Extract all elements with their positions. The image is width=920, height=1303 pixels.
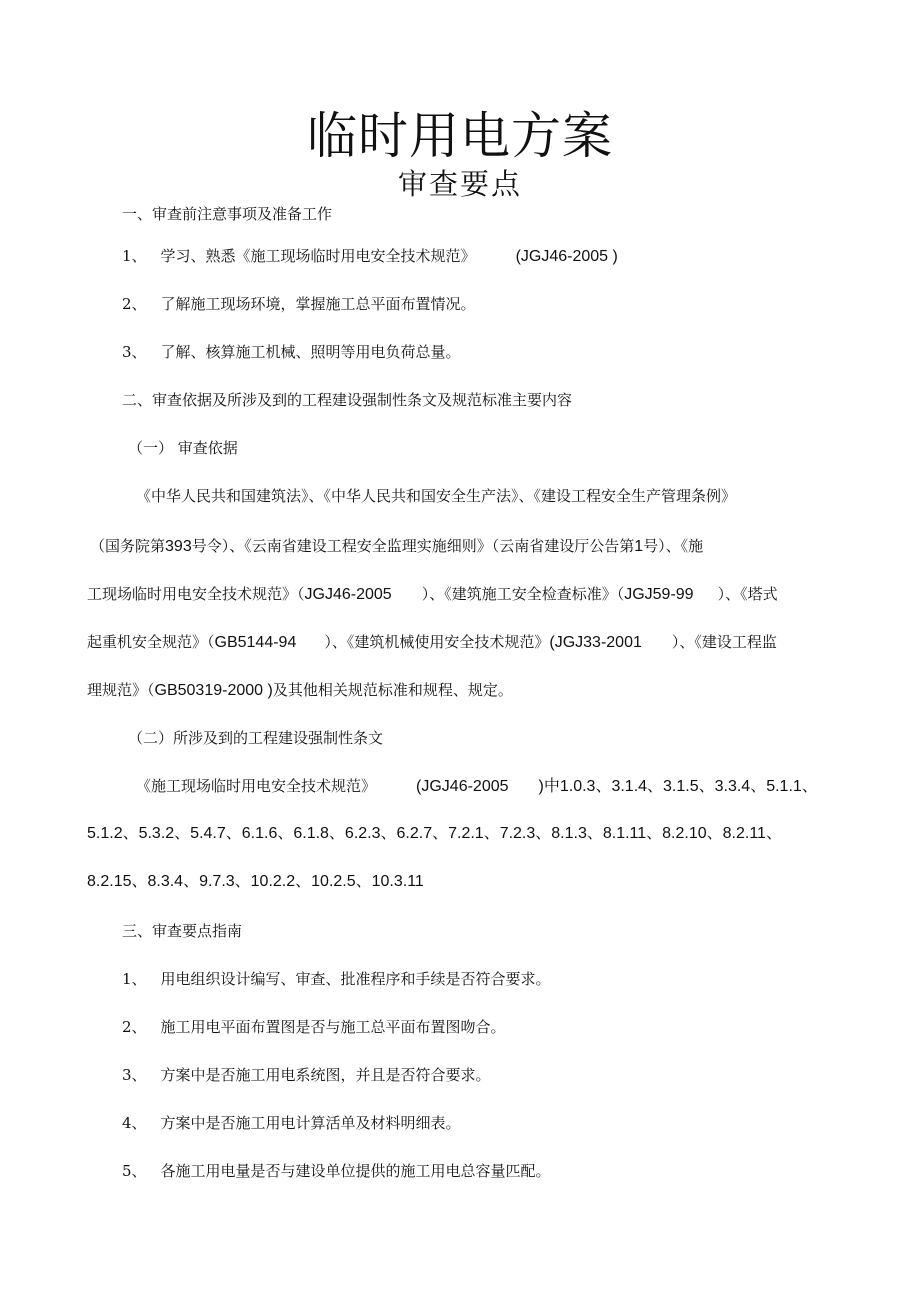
document-subtitle: 审查要点 <box>397 167 522 202</box>
basis-paragraph-line-5: 理规范》（GB50319-2000 )及其他相关规范标准和规程、规定。 <box>87 681 513 699</box>
section-3-item-1 <box>122 968 551 990</box>
item-text: 方案中是否施工用电计算活单及材料明细表。 <box>160 1114 461 1132</box>
item-number: 1、 <box>122 247 147 265</box>
section-2-heading: 二、审查依据及所涉及到的工程建设强制性条文及规范标准主要内容 <box>122 391 573 409</box>
item-number: 3、 <box>122 1066 147 1084</box>
item-number: 4、 <box>122 1114 147 1132</box>
item-number: 2、 <box>122 1018 147 1036</box>
basis-paragraph-line-2: （国务院第393号令）、《云南省建设工程安全监理实施细则》（云南省建设厅公告第1号）、《施 <box>90 537 704 555</box>
subsection-1-heading: （一） 审查依据 <box>128 439 238 457</box>
section-3-item-5 <box>122 1160 551 1182</box>
standard-code: (JGJ46-2005 ) <box>515 248 618 265</box>
basis-paragraph-line-1: 《中华人民共和国建筑法》、《中华人民共和国安全生产法》、《建设工程安全生产管理条例》 <box>136 487 737 505</box>
item-text: 学习、熟悉《施工现场临时用电安全技术规范》 <box>160 247 476 265</box>
section-1-item-3 <box>122 341 461 363</box>
section-3-heading: 三、审查要点指南 <box>122 922 243 940</box>
basis-paragraph-line-3: 工现场临时用电安全技术规范》（JGJ46-2005 ）、《建筑施工安全检查标准》（JGJ59-99 ）、《塔式 <box>87 585 778 603</box>
section-3-item-2 <box>122 1016 506 1038</box>
document-title: 临时用电方案 <box>307 106 613 165</box>
item-text: 施工用电平面布置图是否与施工总平面布置图吻合。 <box>160 1018 506 1036</box>
section-1-heading: 一、审查前注意事项及准备工作 <box>122 205 333 223</box>
section-3-item-4 <box>122 1112 461 1134</box>
item-text: 了解施工现场环境，掌握施工总平面布置情况。 <box>160 295 476 313</box>
item-number: 2、 <box>122 295 147 313</box>
item-number: 1、 <box>122 970 147 988</box>
item-text: 用电组织设计编写、审查、批准程序和手续是否符合要求。 <box>160 970 551 988</box>
subsection-2-heading: （二）所涉及到的工程建设强制性条文 <box>128 729 384 747</box>
item-text: 方案中是否施工用电系统图，并且是否符合要求。 <box>160 1066 491 1084</box>
item-number: 5、 <box>122 1162 147 1180</box>
item-number: 3、 <box>122 343 147 361</box>
clauses-line-1: 《施工现场临时用电安全技术规范》 (JGJ46-2005 )中1.0.3、3.1.4、3.1.5、3.3.4、5.1.1、 <box>136 777 818 795</box>
basis-paragraph-line-4: 起重机安全规范》（GB5144-94 ）、《建筑机械使用安全技术规范》(JGJ33-2001 ）、《建设工程监 <box>87 633 777 651</box>
section-1-item-1 <box>122 245 618 268</box>
item-text: 各施工用电量是否与建设单位提供的施工用电总容量匹配。 <box>160 1162 551 1180</box>
clauses-line-3: 8.2.15、8.3.4、9.7.3、10.2.2、10.2.5、10.3.11 <box>87 873 424 890</box>
section-1-item-2 <box>122 293 476 315</box>
section-3-item-3 <box>122 1064 491 1086</box>
clauses-line-2: 5.1.2、5.3.2、5.4.7、6.1.6、6.1.8、6.2.3、6.2.7、7.2.1、7.2.3、8.1.3、8.1.11、8.2.10、8.2.11、 <box>87 825 782 842</box>
item-text: 了解、核算施工机械、照明等用电负荷总量。 <box>160 343 461 361</box>
